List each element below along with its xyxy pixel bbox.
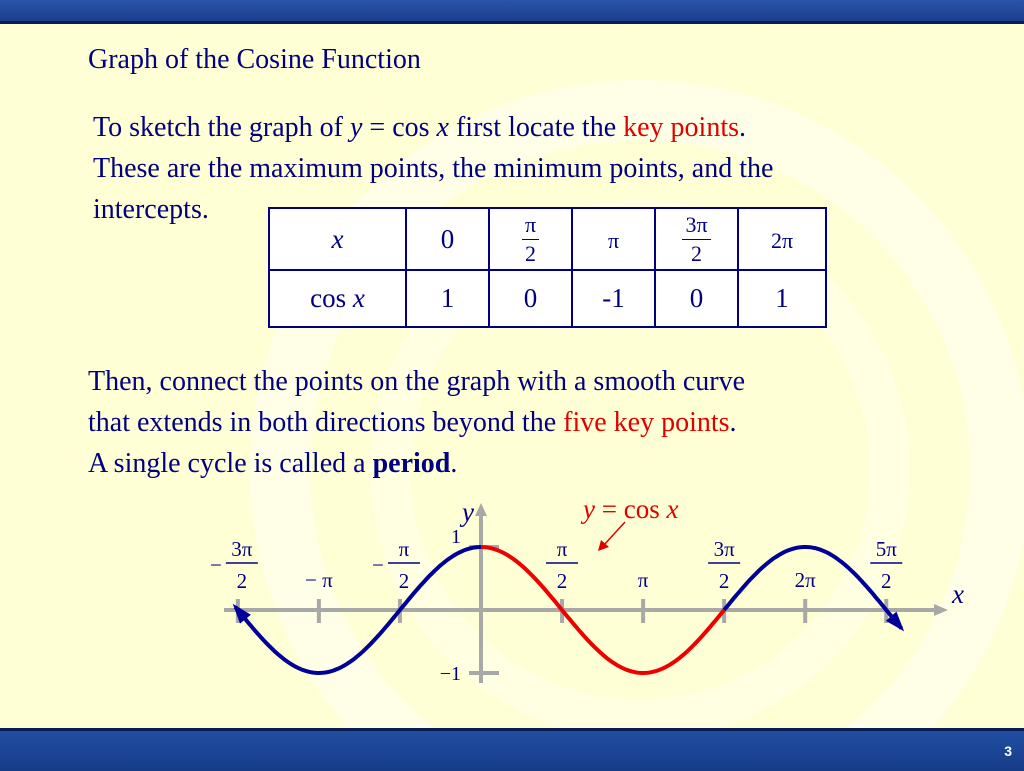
period-text: A single cycle is called a — [88, 448, 373, 479]
x-tick-label-den-7: 2 — [881, 569, 892, 593]
curve-pointer-line — [603, 522, 625, 546]
cell-cos-2: -1 — [572, 270, 655, 327]
intro-line-2: These are the maximum points, the minimum points, and the — [93, 153, 774, 184]
curve-label: y = cos x — [583, 494, 679, 524]
x-label: x — [331, 223, 344, 254]
y-axis-arrow — [475, 503, 487, 516]
x-tick-label-num-7: 5π — [875, 537, 897, 561]
slide-title: Graph of the Cosine Function — [88, 44, 421, 75]
y-tick-label-1: −1 — [439, 663, 461, 685]
y-tick-label-0: 1 — [451, 526, 461, 548]
x-tick-label-sign-0: − — [209, 553, 222, 577]
x-tick-label-num-2: π — [398, 537, 410, 561]
connect-period: . — [729, 407, 737, 438]
cell-cos-4: 1 — [738, 270, 826, 327]
axes — [224, 503, 948, 683]
intro-mid: first locate the — [448, 112, 624, 143]
x-tick-label-4: π — [637, 568, 649, 592]
frac-num: 3π — [682, 214, 710, 240]
page-number: 3 — [1004, 743, 1012, 759]
connect-line-1: Then, connect the points on the graph with a smooth curve — [88, 366, 746, 397]
x-tick-label-num-5: 3π — [713, 537, 735, 561]
bottom-bar — [0, 728, 1024, 771]
period-term: period — [372, 448, 451, 479]
frac-den: 2 — [690, 240, 702, 266]
x-tick-label-sign-2: − — [372, 553, 384, 577]
x-tick-label-1: − π — [305, 568, 333, 592]
x-tick-label-den-0: 2 — [236, 569, 248, 593]
frac-den: 2 — [524, 240, 536, 266]
cell-x-0: 0 — [406, 208, 489, 270]
x-tick-label-den-5: 2 — [718, 569, 730, 593]
x-var: x — [352, 283, 365, 313]
cell-cos-3: 0 — [655, 270, 738, 327]
x-axis-arrow — [934, 604, 948, 616]
cell-cos-0: 1 — [406, 270, 489, 327]
intro-period: . — [739, 112, 747, 143]
x-tick-label-num-3: π — [556, 537, 568, 561]
key-points-highlight: key points — [623, 112, 740, 143]
x-axis-label: x — [952, 579, 964, 609]
frac-num: π — [522, 214, 539, 240]
var-x: x — [436, 112, 449, 143]
x-tick-label-6: 2π — [794, 568, 816, 592]
x-tick-label-den-2: 2 — [398, 569, 410, 593]
x-tick-label-den-3: 2 — [556, 569, 568, 593]
cell-cos-1: 0 — [489, 270, 572, 327]
intro-eq: = cos — [362, 112, 437, 143]
x-pi: π — [607, 227, 620, 253]
x-2pi: 2π — [770, 227, 794, 253]
intro-text: To sketch the graph of — [93, 112, 350, 143]
cos-label: cos — [310, 283, 353, 313]
five-key-points-highlight: five key points — [563, 407, 730, 438]
x-tick-label-num-0: 3π — [231, 537, 253, 561]
connect-text: that extends in both directions beyond the — [88, 407, 564, 438]
var-y: y — [349, 112, 363, 143]
period-end: . — [450, 448, 458, 479]
y-axis-label: y — [462, 497, 474, 527]
intro-line-3: intercepts. — [93, 194, 209, 225]
